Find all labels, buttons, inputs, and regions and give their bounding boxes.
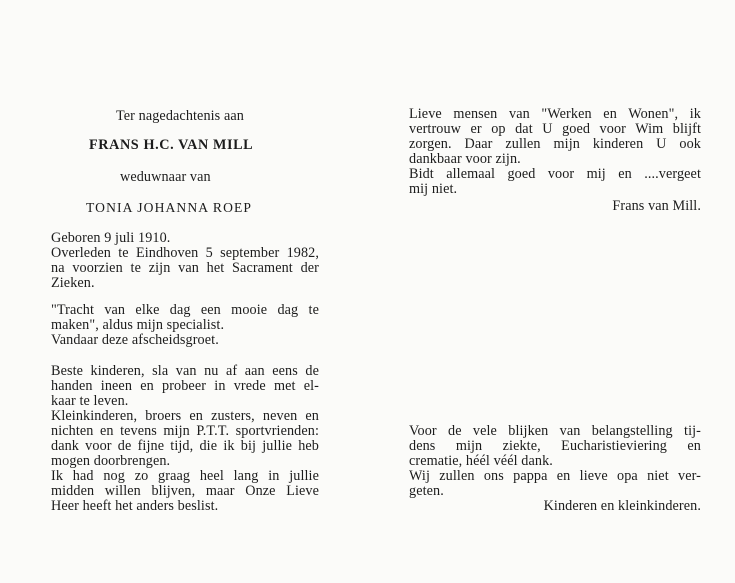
message-line-5: Bidt allemaal goed voor mij en ....vergeet (409, 166, 701, 182)
closing-line-1: Ik had nog zo graag heel lang in jullie (51, 468, 319, 484)
signature-deceased: Frans van Mill. (612, 198, 701, 214)
relation-text: weduwnaar van (120, 169, 211, 185)
quote-line-1: "Tracht van elke dag een mooie dag te (51, 302, 319, 318)
death-line: Overleden te Eindhoven 5 september 1982, (51, 245, 319, 261)
signature-family: Kinderen en kleinkinderen. (543, 498, 701, 514)
family-line-3: dank voor de fijne tijd, die ik bij jullie heb (51, 438, 319, 454)
farewell-line: Vandaar deze afscheidsgroet. (51, 332, 219, 348)
thanks-line-2: dens mijn ziekte, Eucharistieviering en (409, 438, 701, 454)
closing-line-2: midden willen blijven, maar Onze Lieve (51, 483, 319, 499)
message-line-1: Lieve mensen van "Werken en Wonen", ik (409, 106, 701, 122)
children-line-3: kaar te leven. (51, 393, 129, 409)
message-line-3: zorgen. Daar zullen mijn kinderen U ook (409, 136, 701, 152)
family-line-2: nichten en tevens mijn P.T.T. sportvrienden: (51, 423, 319, 439)
children-line-2: handen ineen en probeer in vrede met el- (51, 378, 319, 394)
message-line-6: mij niet. (409, 181, 458, 197)
quote-line-2: maken", aldus mijn specialist. (51, 317, 225, 333)
spouse-name: TONIA JOHANNA ROEP (86, 200, 253, 215)
sacrament-line: na voorzien te zijn van het Sacrament der (51, 260, 319, 276)
family-line-4: mogen doorbrengen. (51, 453, 171, 469)
thanks-line-5: geten. (409, 483, 444, 499)
right-panel (368, 0, 735, 583)
message-line-2: vertrouw er op dat U goed voor Wim blijft (409, 121, 701, 137)
thanks-line-3: crematie, héél véél dank. (409, 453, 553, 469)
family-line-1: Kleinkinderen, broers en zusters, neven en (51, 408, 319, 424)
birth-line: Geboren 9 juli 1910. (51, 230, 171, 246)
memorial-heading: Ter nagedachtenis aan (116, 108, 244, 124)
message-line-4: dankbaar voor zijn. (409, 151, 521, 167)
thanks-line-1: Voor de vele blijken van belangstelling tij- (409, 423, 701, 439)
deceased-name: FRANS H.C. VAN MILL (89, 137, 254, 153)
thanks-line-4: Wij zullen ons pappa en lieve opa niet ver- (409, 468, 701, 484)
sacrament-line-end: Zieken. (51, 275, 95, 291)
closing-line-3: Heer heeft het anders beslist. (51, 498, 219, 514)
children-line-1: Beste kinderen, sla van nu af aan eens de (51, 363, 319, 379)
